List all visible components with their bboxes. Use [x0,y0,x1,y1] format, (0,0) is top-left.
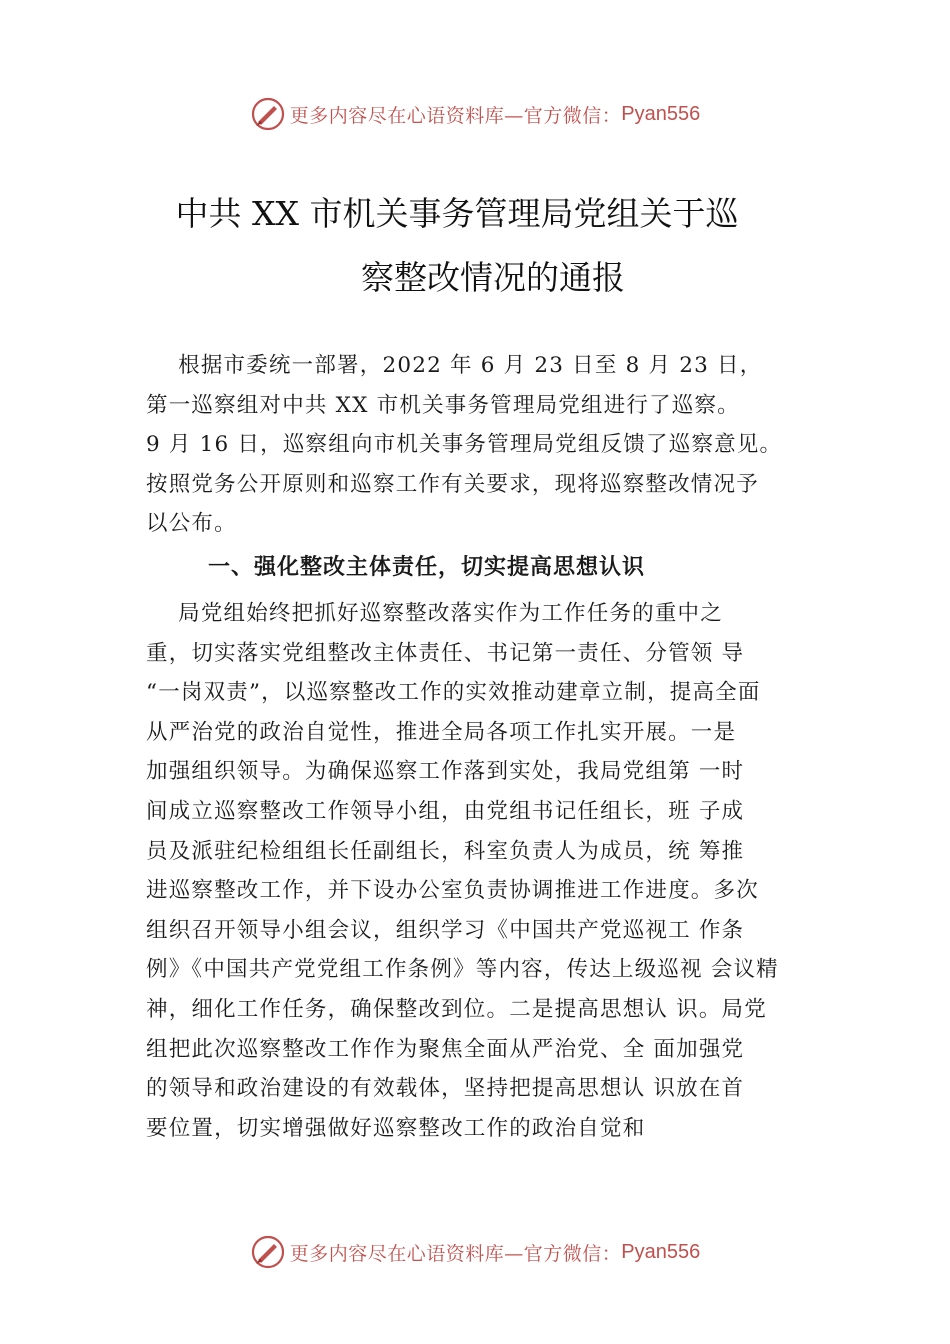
paragraph-line: 重，切实落实党组整改主体责任、书记第一责任、分管领 导 [146,640,745,666]
paragraph-line: 神，细化工作任务，确保整改到位。二是提高思想认 识。局党 [146,996,767,1022]
paragraph-line: 局党组始终把抓好巡察整改落实作为工作任务的重中之 [146,601,723,626]
document-title-line-1: 中共 XX 市机关事务管理局党组关于巡 [175,194,739,233]
paragraph-line: 间成立巡察整改工作领导小组，由党组书记任组长，班 子成 [146,798,745,824]
pen-logo-icon [250,1234,286,1270]
paragraph-line: 以公布。 [146,511,237,537]
paragraph-line: 9 月 16 日，巡察组向市机关事务管理局党组反馈了巡察意见。 [146,432,783,458]
paragraph-line: 第一巡察组对中共 XX 市机关事务管理局党组进行了巡察。 [146,392,740,418]
paragraph-line: “一岗双责”，以巡察整改工作的实效推动建章立制，提高全面 [146,680,761,706]
paragraph-line: 员及派驻纪检组组长任副组长，科室负责人为成员，统 筹推 [146,838,745,864]
paragraph-line: 组把此次巡察整改工作作为聚焦全面从严治党、全 面加强党 [146,1036,745,1062]
paragraph-line: 进巡察整改工作，并下设办公室负责协调推进工作进度。多次 [146,878,759,904]
paragraph-line: 按照党务公开原则和巡察工作有关要求，现将巡察整改情况予 [146,471,759,497]
pen-logo-icon [250,96,286,132]
watermark-wechat-id: Pyan556 [621,102,701,125]
header-watermark [0,94,950,134]
paragraph-line: 的领导和政治建设的有效载体，坚持把提高思想认 识放在首 [146,1076,745,1102]
paragraph-line: 从严治党的政治自觉性，推进全局各项工作扎实开展。一是 [146,719,737,745]
paragraph-line: 要位置，切实增强做好巡察整改工作的政治自觉和 [146,1115,646,1141]
footer-watermark [0,1232,950,1272]
watermark-text: 更多内容尽在心语资料库—官方微信： [289,1242,622,1265]
paragraph-line: 例》《中国共产党党组工作条例》等内容，传达上级巡视 会议精 [146,957,779,983]
section-1-heading: 一、强化整改主体责任，切实提高思想认识 [208,555,646,580]
watermark-wechat-id: Pyan556 [621,1240,701,1263]
paragraph-line: 组织召开领导小组会议，组织学习《中国共产党巡视工 作条 [146,917,745,943]
paragraph-line: 根据市委统一部署，2022 年 6 月 23 日至 8 月 23 日， [146,353,763,378]
intro-paragraph [146,346,836,544]
document-title-line-2: 察整改情况的通报 [361,258,625,297]
watermark-text: 更多内容尽在心语资料库—官方微信： [289,104,622,127]
section-1-body [146,594,836,1148]
paragraph-line: 加强组织领导。为确保巡察工作落到实处，我局党组第 一时 [146,759,745,785]
